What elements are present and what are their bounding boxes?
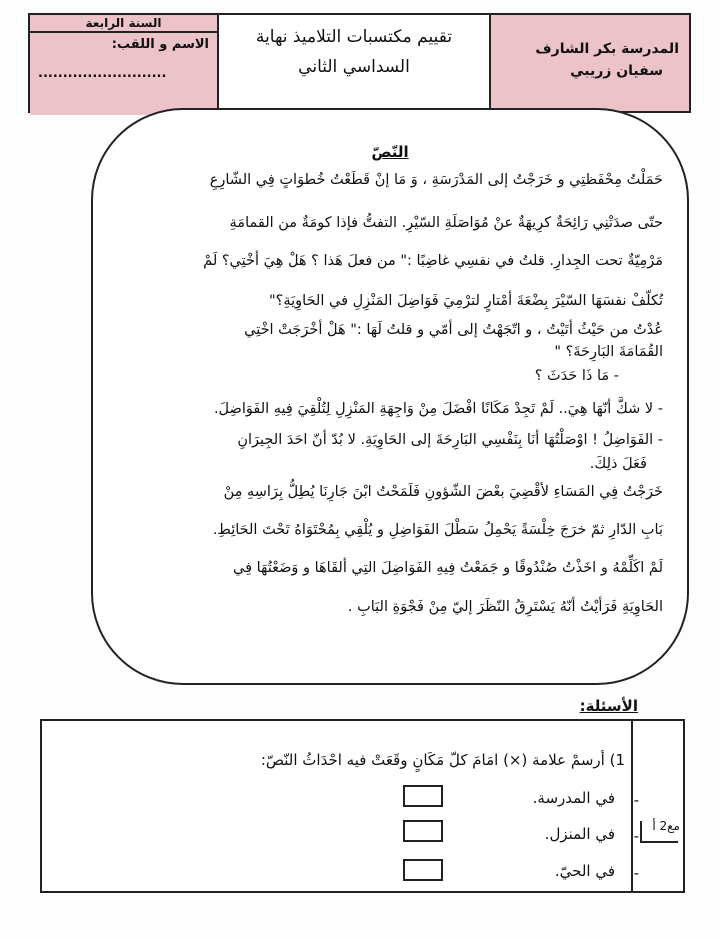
school-cell xyxy=(491,15,689,111)
school-name: المدرسة بكر الشارف xyxy=(535,41,679,57)
student-info-cell xyxy=(30,15,219,111)
option-neighborhood: في الحيّ. xyxy=(554,862,615,880)
text-title: النّصّ xyxy=(371,143,409,161)
option-school: في المدرسة. xyxy=(532,789,615,807)
questions-heading: الأسئلة: xyxy=(579,697,638,715)
name-field[interactable]: .......................... xyxy=(38,66,167,81)
text-line: حَمَلْتُ مِحْفَظتِي و خَرَجْتُ إلى المَدْرَسَةِ ، وَ مَا إنْ قَطَعْتُ خُطوَاتٍ فِي الشّارِعِ xyxy=(209,172,663,188)
reading-text-box xyxy=(91,108,689,685)
questions-box xyxy=(40,719,685,893)
text-line: - الفَوَاضِلُ ! اوْصَلْتُهَا أنَا بِنَفْسِي البَارِحَةَ إلى الحَاوِيَةِ. لا بُدّ أنّ احَدَ الجِيرَانِ xyxy=(237,432,663,448)
checkbox-home[interactable] xyxy=(403,820,443,842)
text-line: عُدْتُ من حَيْثُ أتَيْتُ ، و اتّجَهْتُ إلى أمّي و قلتُ لَهَا :" هَلْ أخْرَجَتْ اخْتِي xyxy=(244,322,663,338)
text-line: لَمْ اكَلِّمْهُ و اخَذْتُ صُنْدُوقًا و جَمَعْتُ فِيهِ الفَوَاضِلَ التِي ألقَاهَا و وَضَعْتُهَا فِي xyxy=(232,560,663,576)
exam-title-line2: السداسي الثاني xyxy=(298,57,410,77)
option-home: في المنزل. xyxy=(544,825,615,843)
text-line: - مَا ذَا حَدَثَ ؟ xyxy=(534,368,619,384)
name-label: الاسم و اللقب: xyxy=(111,37,209,52)
text-line: - لا شكَّ أنّهَا هِيَ.. لَمْ تَجِدْ مَكَانًا افْضَلَ مِنْ وَاجِهَةِ المَنْزِلِ لِتُلْقِيَ فِيهِ الفَوَاضِلَ. xyxy=(213,401,663,417)
text-line: بَابِ الدّارِ ثمّ خرَجَ خِلْسَةً يَحْمِلُ سَطْلَ الفَوَاضِلِ و يُلْقِي بِمُحْتَوَاهُ تَحْتَ الحَائِطِ. xyxy=(212,522,663,538)
score-criterion: مع2 أ xyxy=(640,819,680,833)
exam-title-cell xyxy=(219,15,491,111)
exam-title-line1: تقييم مكتسبات التلاميذ نهاية xyxy=(255,27,453,47)
text-line: مَرْمِيّةٌ تحت الجِدارِ. قلتُ في نفسِي غاضِبًا :" من فعلَ هَذا ؟ هَلْ هِيَ أخْتِي؟ لَمْ xyxy=(203,253,663,269)
option-dash: - xyxy=(633,791,639,809)
teacher-name: سفيان زريبي xyxy=(570,63,663,79)
checkbox-neighborhood[interactable] xyxy=(403,859,443,881)
option-dash: - xyxy=(633,827,639,845)
text-line: تُكلّفْ نفسَهَا السّيْرَ بِضْعَةَ أمْتارٍ لترْمِيَ فَوَاضِلَ المَنْزِلِ في الحَاوِيَةِ؟" xyxy=(268,293,663,309)
text-line: خَرَجْتُ فِي المَسَاءِ لأقْضِيَ بعْضَ الشّؤونِ فَلَمَحْتُ ابْنَ جَارِنَا يُطِلُّ بِرَاسِهِ مِنْ xyxy=(223,484,663,500)
text-line: القُمَامَةَ البَارِحَةَ؟ " xyxy=(554,344,663,360)
text-line: حتّى صدَتْنِي رَائِحَةٌ كرِيهَةٌ عنْ مُوَاصَلَةِ السّيْرِ. التفتُّ فإذا كومَةٌ من القمامَةِ xyxy=(229,215,663,231)
header-table xyxy=(28,13,691,113)
checkbox-school[interactable] xyxy=(403,785,443,807)
text-line: الحَاوِيَةِ فَرَأيْتُ أنّهُ يَسْتَرِقُ النّظَرَ إليّ مِنْ فَجْوَةِ البَابِ . xyxy=(347,599,663,615)
option-dash: - xyxy=(633,864,639,882)
text-line: فَعَلَ ذلِكَ. xyxy=(589,456,647,472)
grade-label: السنة الرابعة xyxy=(30,15,217,33)
question-1: 1) أرسمْ علامة (×) امَامَ كلّ مَكَانٍ وقَعَتْ فيه احْدَاثُ النّصّ: xyxy=(260,751,625,769)
